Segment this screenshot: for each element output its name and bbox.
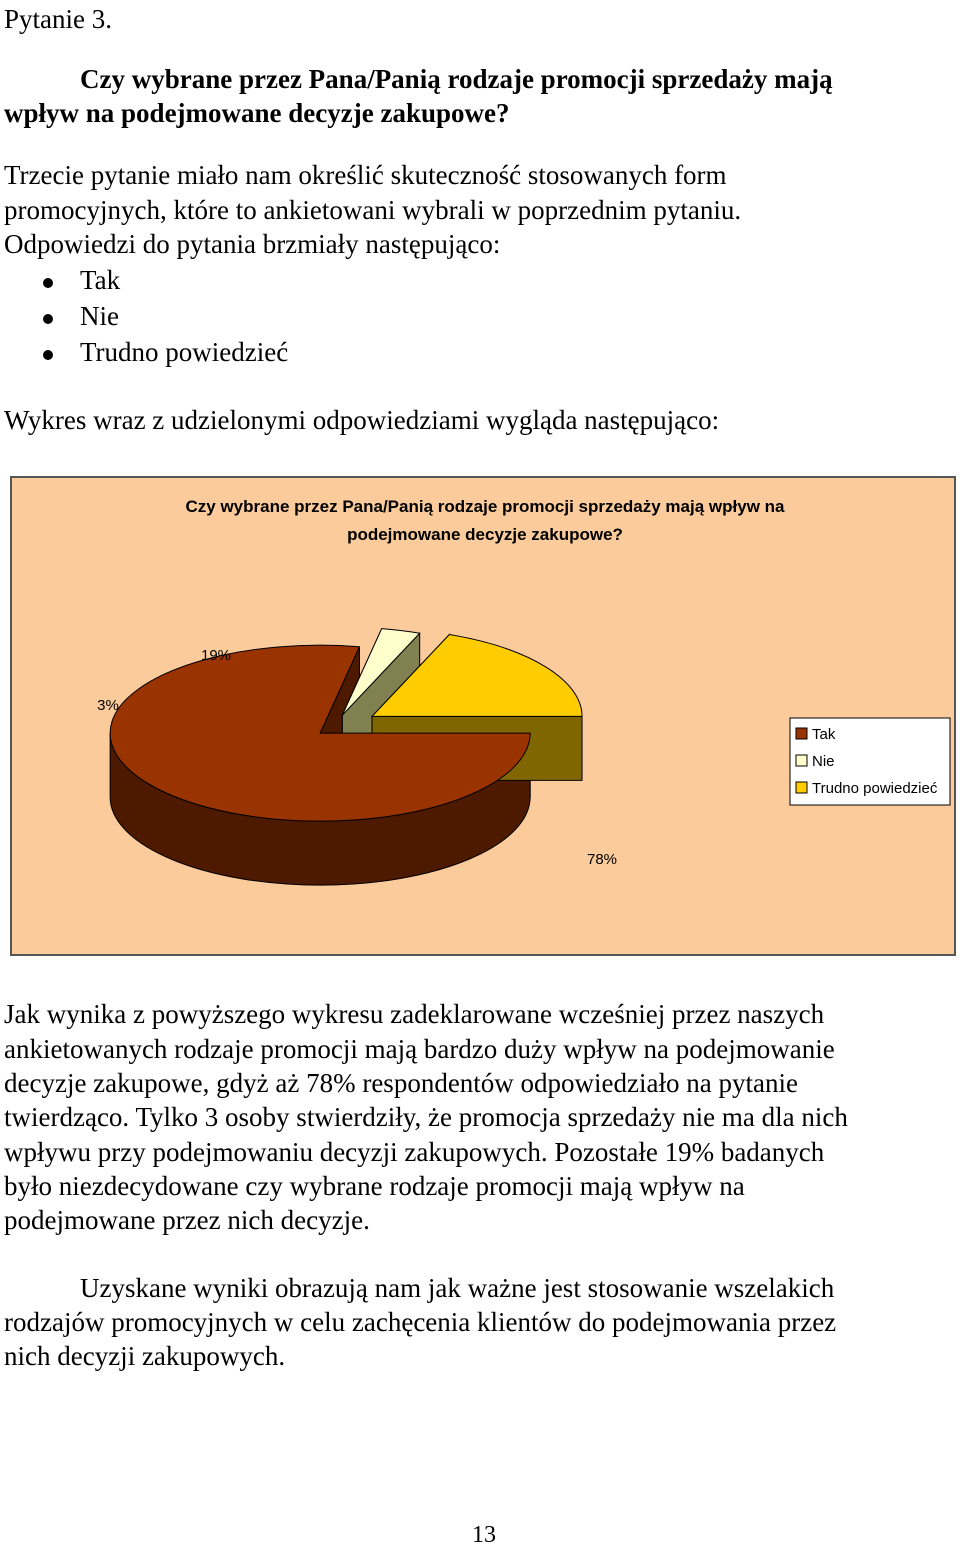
bullet-icon	[43, 278, 53, 288]
pie-data-label-0: 78%	[586, 851, 618, 868]
chart-title-line-2: podejmowane decyzje zakupowe?	[347, 525, 623, 544]
answer-label: Tak	[80, 265, 121, 295]
conclusion-line-1: Jak wynika z powyższego wykresu zadeklarowane wcześniej przez naszych	[4, 999, 825, 1029]
page-number: 13	[472, 1522, 496, 1548]
conclusion-line-2: ankietowanych rodzaje promocji mają bardzo duży wpływ na podejmowanie	[4, 1034, 835, 1064]
pie-data-label-2: 19%	[200, 647, 232, 664]
bullet-icon	[43, 314, 53, 324]
answers-list	[0, 262, 288, 370]
bullet-icon	[43, 350, 53, 360]
conclusion-line-3: decyzje zakupowe, gdyż aż 78% respondentów odpowiedziało na pytanie	[4, 1068, 798, 1098]
summary-line-2: rodzajów promocyjnych w celu zachęcenia klientów do podejmowania przez	[4, 1307, 837, 1337]
answer-item	[0, 262, 288, 298]
answer-label: Trudno powiedzieć	[80, 337, 289, 367]
conclusion-line-6: było niezdecydowane czy wybrane rodzaje promocji mają wpływ na	[4, 1171, 745, 1201]
page-heading: Pytanie 3.	[4, 4, 112, 34]
intro-line-2: promocyjnych, które to ankietowani wybrali w poprzednim pytaniu.	[4, 195, 742, 225]
pie-chart	[10, 476, 956, 956]
pie-data-label-1: 3%	[97, 697, 119, 714]
conclusion-line-4: twierdząco. Tylko 3 osoby stwierdziły, że promocja sprzedaży nie ma dla nich	[4, 1102, 848, 1132]
question-line-1: Czy wybrane przez Pana/Panią rodzaje promocji sprzedaży mają	[80, 64, 833, 94]
chart-title-line-1: Czy wybrane przez Pana/Panią rodzaje promocji sprzedaży mają wpływ na	[185, 497, 785, 516]
question-line-2: wpływ na podejmowane decyzje zakupowe?	[4, 98, 510, 128]
conclusion-line-7: podejmowane przez nich decyzje.	[4, 1205, 370, 1235]
pie-chart-svg	[12, 478, 954, 954]
answer-label: Nie	[80, 301, 119, 331]
legend-swatch-0	[796, 728, 807, 739]
chart-intro: Wykres wraz z udzielonymi odpowiedziami wygląda następująco:	[4, 405, 720, 435]
summary-line-1: Uzyskane wyniki obrazują nam jak ważne jest stosowanie wszelakich	[80, 1273, 835, 1303]
legend-swatch-1	[796, 755, 807, 766]
summary-line-3: nich decyzji zakupowych.	[4, 1341, 286, 1371]
legend-label-0: Tak	[812, 726, 836, 743]
conclusion-line-5: wpływu przy podejmowaniu decyzji zakupowych. Pozostałe 19% badanych	[4, 1137, 825, 1167]
chart-legend	[790, 718, 950, 805]
legend-swatch-2	[796, 782, 807, 793]
intro-line-3: Odpowiedzi do pytania brzmiały następująco:	[4, 229, 501, 259]
pie-slices	[110, 629, 582, 886]
answer-item	[0, 334, 288, 370]
intro-line-1: Trzecie pytanie miało nam określić skuteczność stosowanych form	[4, 160, 727, 190]
legend-label-2: Trudno powiedzieć	[812, 780, 938, 797]
answer-item	[0, 298, 288, 334]
legend-label-1: Nie	[812, 753, 835, 770]
